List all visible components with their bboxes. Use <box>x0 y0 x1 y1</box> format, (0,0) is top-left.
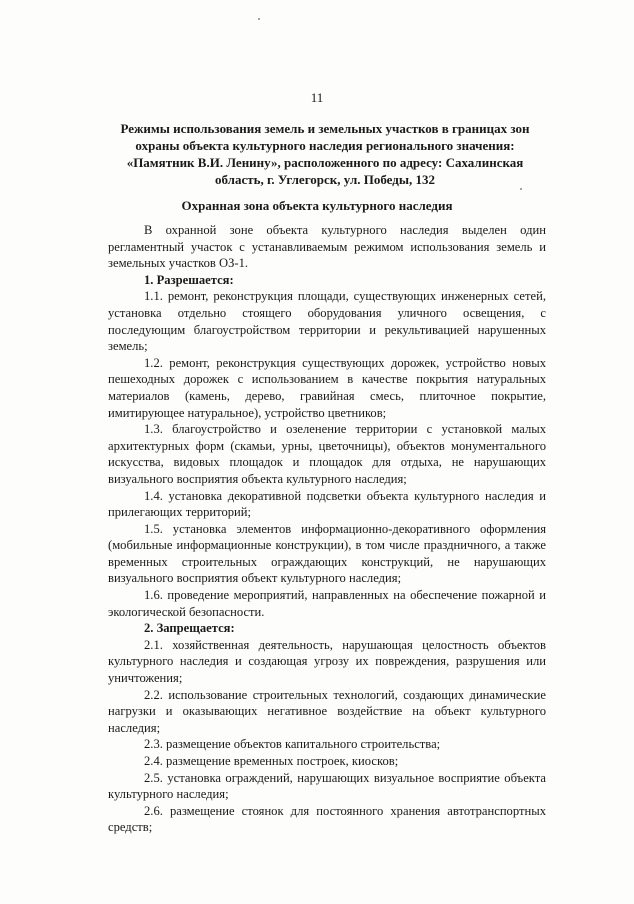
title-line: Режимы использования земель и земельных участков в границах зон <box>120 121 530 136</box>
allowed-item: 1.1. ремонт, реконструкция площади, существующих инженерных сетей, установка отдельно стоящего оборудования уличного освещения, с последующим благоустройством территории и рекультивацией нарушенных земель; <box>108 289 546 354</box>
allowed-item: 1.4. установка декоративной подсветки объекта культурного наследия и прилегающих территорий; <box>108 488 546 520</box>
page-number: 11 <box>310 90 324 105</box>
forbidden-item: 2.4. размещение временных построек, киосков; <box>144 754 399 768</box>
allowed-item: 1.3. благоустройство и озеленение территории с установкой малых архитектурных форм (скамьи, урны, цветочницы), объектов монументального искусства, видовых площадок и площадок для отдыха, не нарушающих визуального восприятия объекта культурного наследия; <box>108 422 546 486</box>
scan-speck <box>258 18 260 20</box>
allowed-heading: 1. Разрешается: <box>144 272 234 287</box>
forbidden-heading: 2. Запрещается: <box>144 621 235 636</box>
document-body <box>108 222 546 836</box>
document-title <box>100 120 550 188</box>
allowed-item: 1.6. проведение мероприятий, направленных на обеспечение пожарной и экологической безопасности. <box>108 588 546 619</box>
title-line: «Памятник В.И. Ленину», расположенного по адресу: Сахалинская <box>126 155 524 170</box>
allowed-item: 1.2. ремонт, реконструкция существующих дорожек, устройство новых пешеходных дорожек с использованием в качестве покрытия натуральных материалов (камень, дерево, гравийная смесь, плиточное покрытие, имитирующее натуральное), устройство цветников; <box>108 355 546 420</box>
allowed-item: 1.5. установка элементов информационно-декоративного оформления (мобильные информационные конструкции), в том числе праздничного, а также временных строительных ограждающих конструкций, не нарушающих визуального восприятия объект культурного наследия; <box>108 521 546 586</box>
forbidden-item: 2.1. хозяйственная деятельность, нарушающая целостность объектов культурного наследия и создающая угрозу их повреждения, разрушения или уничтожения; <box>108 637 546 686</box>
title-line: охраны объекта культурного наследия регионального значения: <box>135 138 515 153</box>
forbidden-item: 2.5. установка ограждений, нарушающих визуальное восприятие объекта культурного наследия; <box>108 770 546 802</box>
scan-speck <box>520 188 522 190</box>
section-title: Охранная зона объекта культурного наследия <box>181 198 453 213</box>
forbidden-item: 2.6. размещение стоянок для постоянного хранения автотранспортных средств; <box>108 803 546 835</box>
forbidden-item: 2.2. использование строительных технологий, создающих динамические нагрузки и оказывающих негативное воздействие на объект культурного наследия; <box>108 687 546 735</box>
forbidden-item: 2.3. размещение объектов капитального строительства; <box>144 737 441 752</box>
intro-paragraph: В охранной зоне объекта культурного наследия выделен один регламентный участок с устанавливаемым режимом использования земель и земельных участков ОЗ-1. <box>108 223 546 271</box>
title-line: область, г. Углегорск, ул. Победы, 132 <box>214 172 436 187</box>
